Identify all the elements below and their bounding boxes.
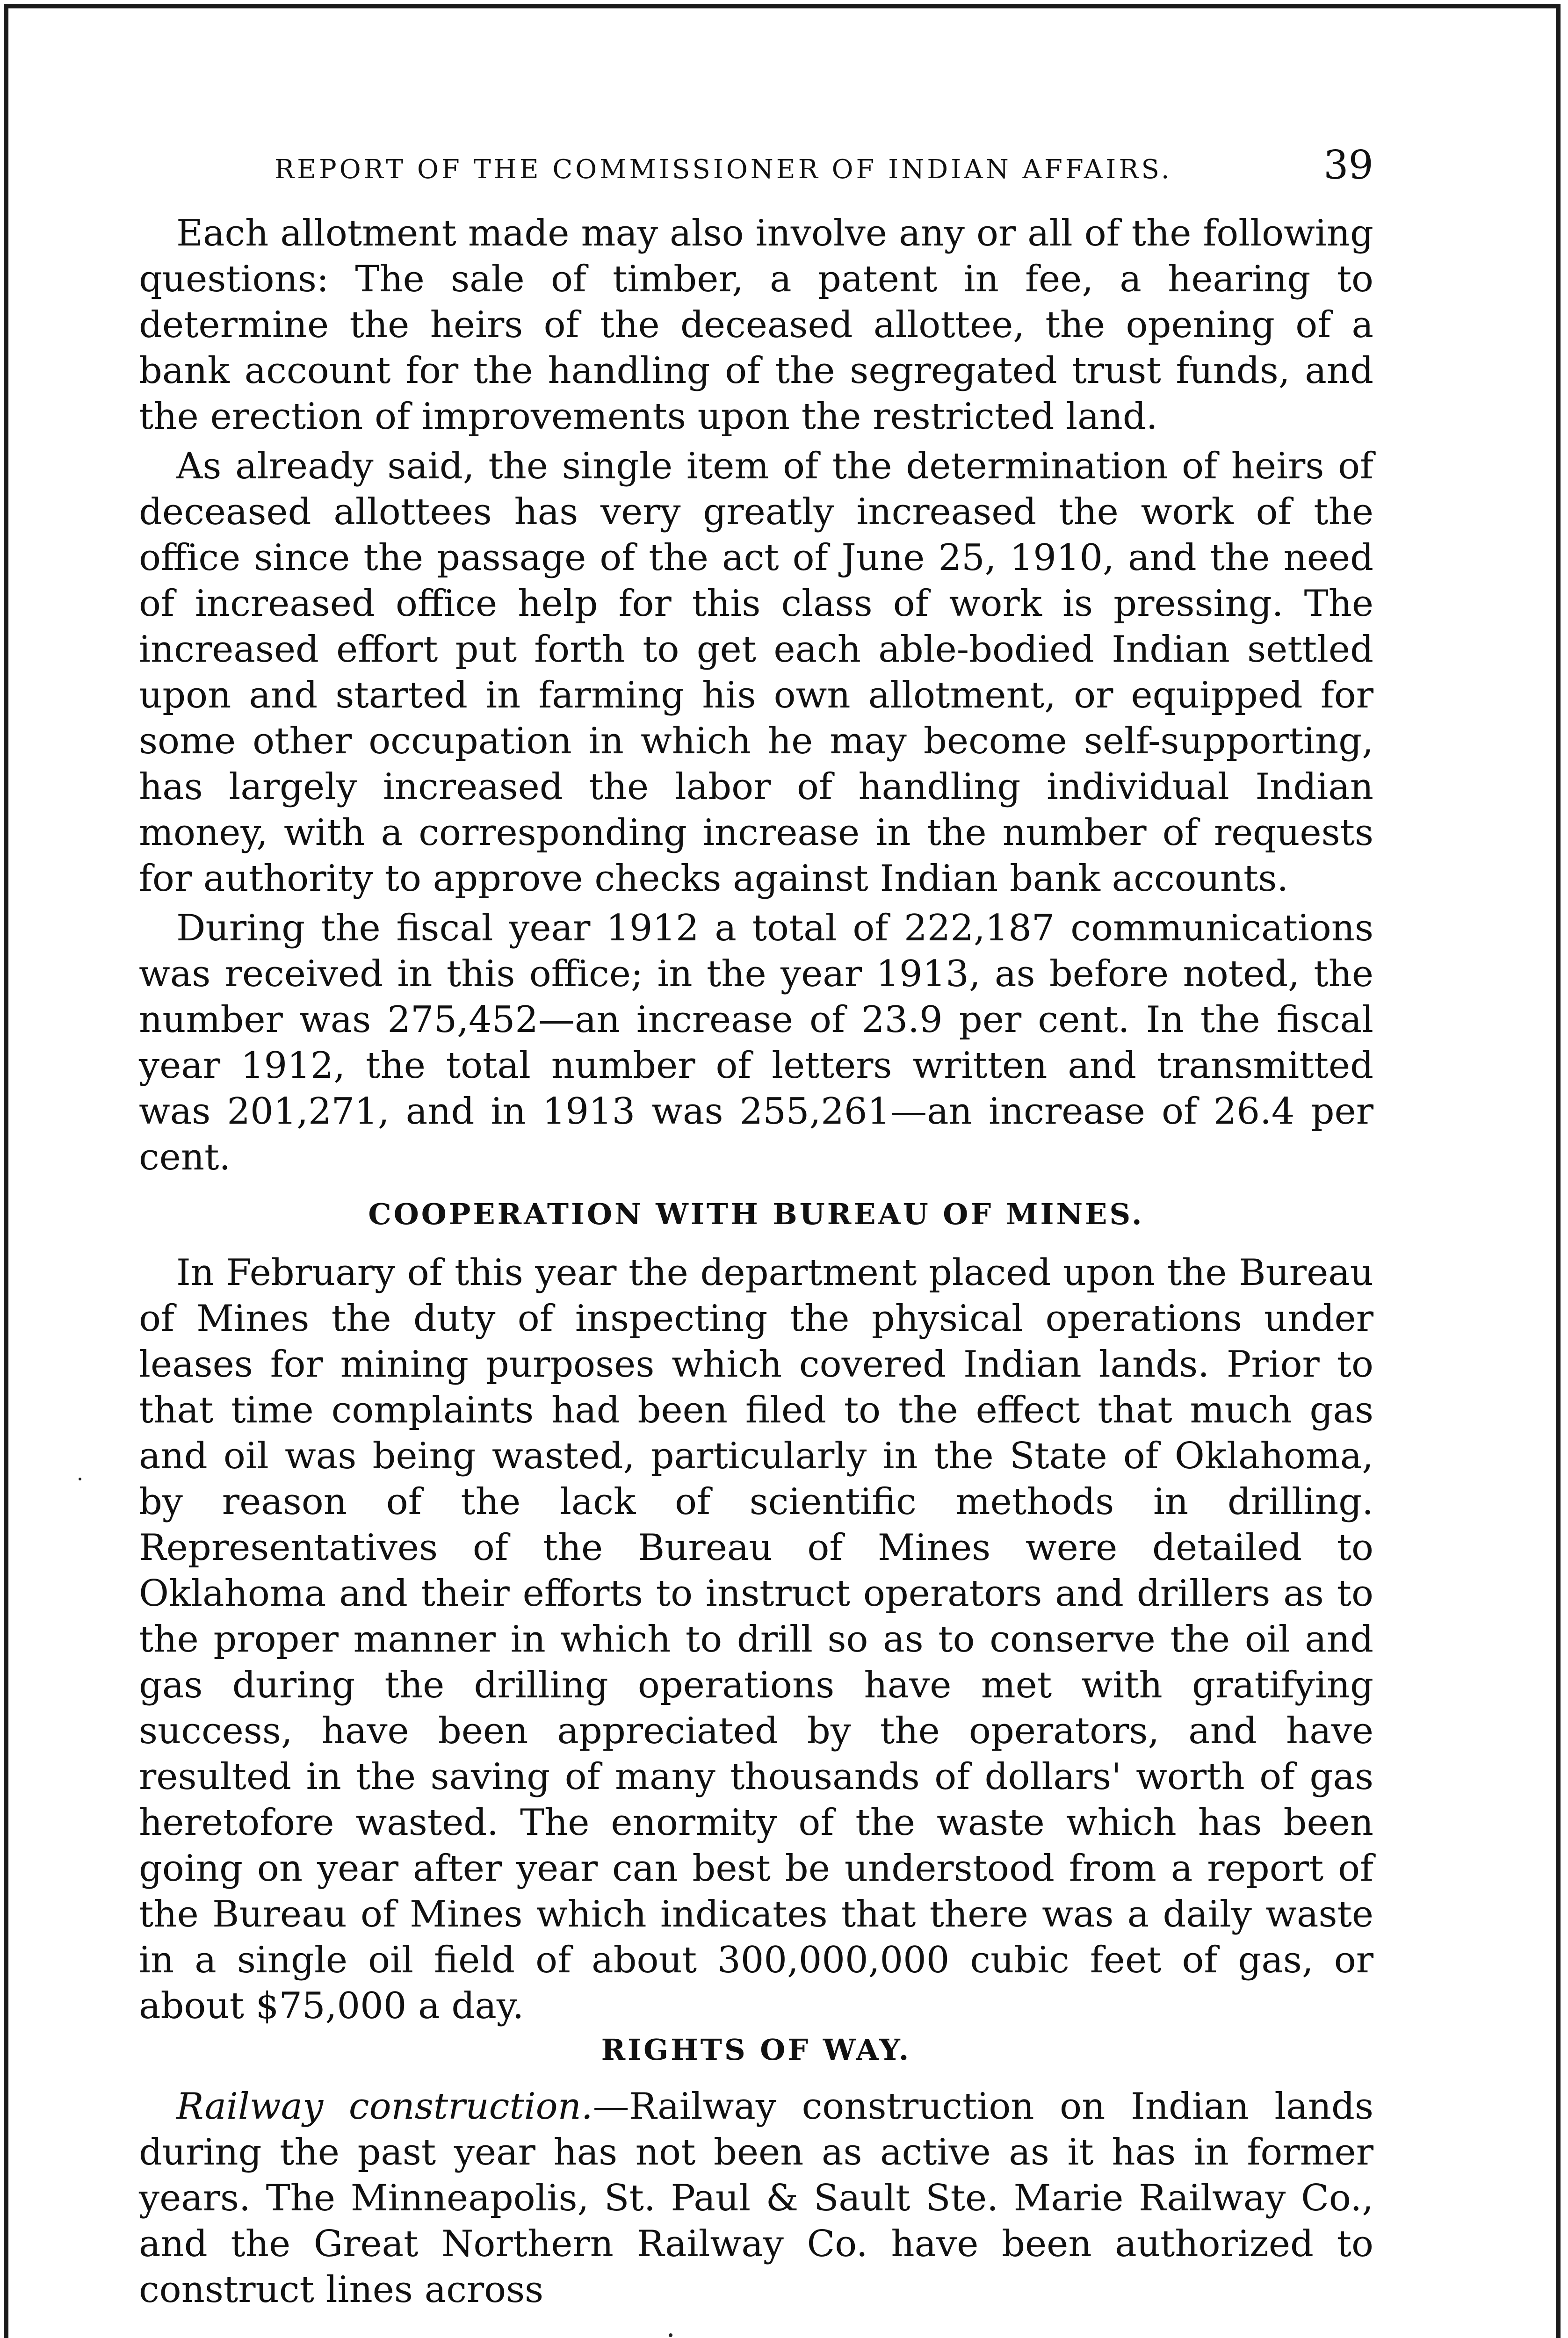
railway-construction-lead: Railway construction. xyxy=(176,2085,593,2128)
paragraph-heirs-determination: As already said, the single item of the determination of heirs of deceased allottees has very greatly increased the work of the office since the passage of the act of June 25, 1910, and the need of increased office help for this class of work is pressing. The increased effort put forth to get each able-bodied Indian settled upon and started in farming his own allotment, or equipped for some other occupation in which he may become self-supporting, has largely increased the labor of handling individual Indian money, with a corresponding increase in the number of requests for authority to approve checks against Indian bank accounts. xyxy=(139,445,1373,900)
section-heading-bureau-of-mines: COOPERATION WITH BUREAU OF MINES. xyxy=(368,1197,1144,1231)
print-speck xyxy=(79,1478,81,1480)
running-head xyxy=(139,136,1373,192)
paragraph-communications-statistics: During the fiscal year 1912 a total of 222,187 communications was received in this office; in the year 1913, as before noted, the number was 275,452—an increase of 23.9 per cent. In the fiscal year 1912, the total number of letters written and transmitted was 201,271, and in 1913 was 255,261—an increase of 26.4 per cent. xyxy=(139,907,1373,1178)
section-heading-rights-of-way: RIGHTS OF WAY. xyxy=(601,2033,911,2067)
print-speck xyxy=(669,2333,672,2337)
document-page xyxy=(139,136,1373,2316)
paragraph-railway-construction xyxy=(139,2084,1373,2313)
railway-construction-text: —Railway construction on Indian lands during the past year has not been as active as it has in former years. The Minneapolis, St. Paul & Sault Ste. Marie Railway Co., and the Great Northern Railway Co. have been authorized to construct lines across xyxy=(139,2085,1374,2311)
running-title: REPORT OF THE COMMISSIONER OF INDIAN AFFAIRS. xyxy=(275,154,1172,185)
body-text xyxy=(139,210,1373,2313)
paragraph-bureau-of-mines: In February of this year the department placed upon the Bureau of Mines the duty of inspecting the physical operations under leases for mining purposes which covered Indian lands. Prior to that time complaints had been filed to the effect that much gas and oil was being wasted, particularly in the State of Oklahoma, by reason of the lack of scientific methods in drilling. Representatives of the Bureau of Mines were detailed to Oklahoma and their efforts to instruct operators and drillers as to the proper manner in which to drill so as to conserve the oil and gas during the drilling operations have met with gratifying success, have been appreciated by the operators, and have resulted in the saving of many thousands of dollars' worth of gas heretofore wasted. The enormity of the waste which has been going on year after year can best be understood from a report of the Bureau of Mines which indicates that there was a daily waste in a single oil field of about 300,000,000 cubic feet of gas, or about $75,000 a day. xyxy=(139,1252,1373,2027)
page-number: 39 xyxy=(1323,142,1373,188)
paragraph-allotment-questions: Each allotment made may also involve any or all of the following questions: The sale of timber, a patent in fee, a hearing to determine the heirs of the deceased allottee, the opening of a bank account for the handling of the segregated trust funds, and the erection of improvements upon the restricted land. xyxy=(139,212,1373,438)
